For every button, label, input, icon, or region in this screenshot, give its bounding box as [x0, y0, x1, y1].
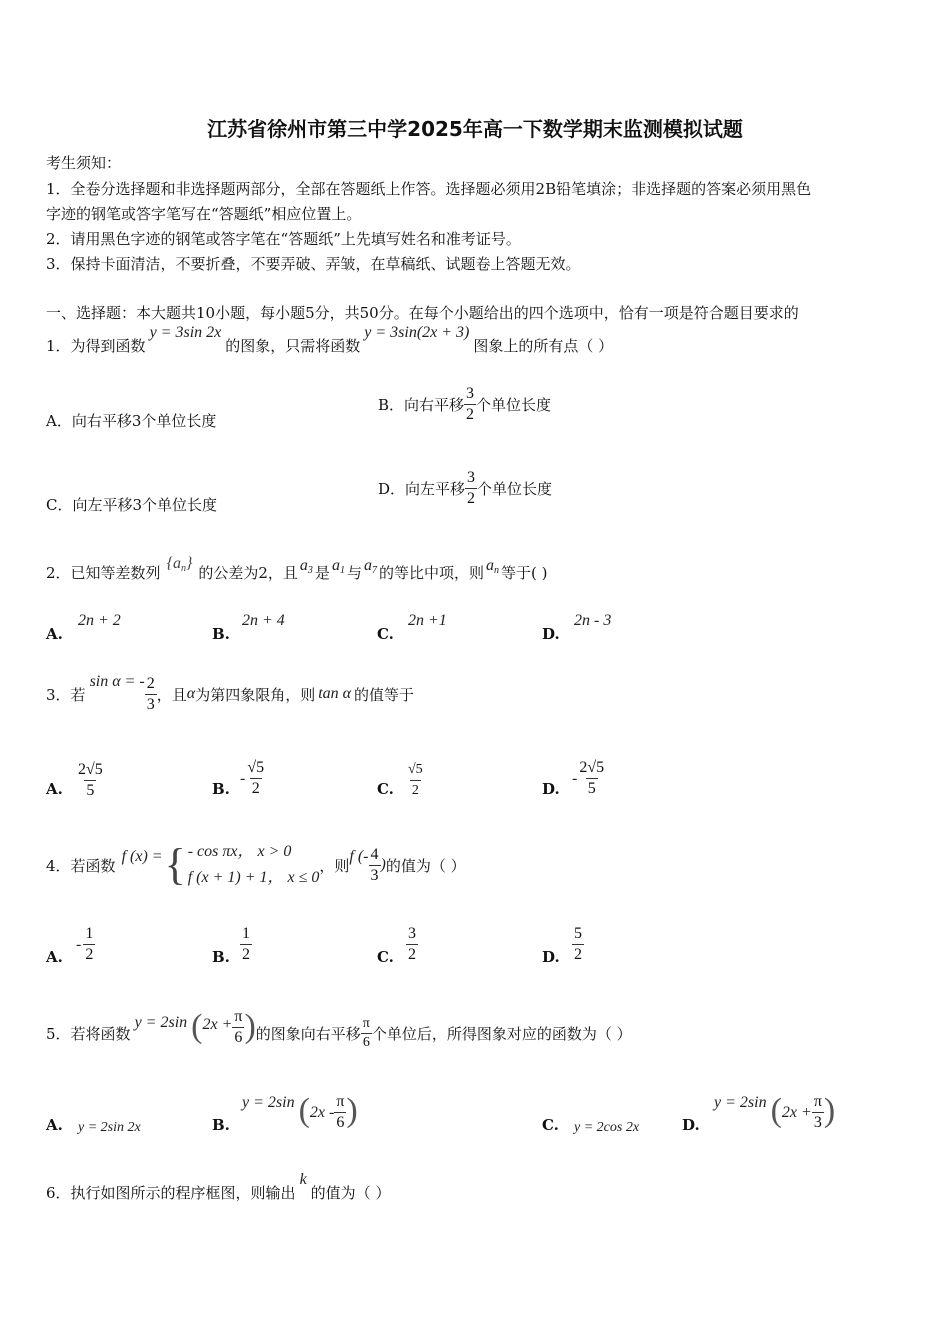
term-an: $a_n$: [485, 556, 499, 576]
minus-sign: -: [240, 769, 246, 787]
formula: y = 3sin 2x: [149, 324, 222, 341]
term-a7: $a_7$: [363, 556, 377, 576]
fraction: $\frac{2√5}{5}$: [78, 761, 103, 799]
question-text: 的公差为2，且: [198, 563, 298, 582]
sequence-symbol: $\{a_n\}$: [166, 554, 193, 574]
option-value[interactable]: y = 2sin 2x: [78, 1120, 141, 1135]
case-1: - cos πx， x > 0: [187, 843, 292, 860]
option-text: D．向左平移: [378, 480, 466, 498]
option-value[interactable]: 2n + 2: [78, 612, 121, 629]
question-text: ，且: [156, 685, 187, 704]
notice-line-1b: 字迹的钢笔或答字笔写在“答题纸”相应位置上。: [46, 205, 362, 223]
question-2: [46, 552, 547, 592]
formula: f (x) =: [121, 848, 163, 865]
option-label[interactable]: C.: [377, 948, 394, 966]
fraction: $\frac{3}{2}$: [408, 925, 416, 963]
formula: sin α = -: [89, 673, 145, 690]
question-text: 若函数: [70, 856, 116, 875]
piecewise-cases: [188, 839, 320, 891]
question-text: ，则: [319, 856, 350, 875]
option-label[interactable]: D.: [542, 625, 560, 643]
notice-line-1a: 1．全卷分选择题和非选择题两部分，全部在答题纸上作答。选择题必须用2B铅笔填涂；非选择题的答案必须用黑色: [46, 180, 812, 198]
option-value[interactable]: 2n + 4: [242, 612, 285, 629]
option-label[interactable]: B.: [212, 625, 230, 643]
question-5: [46, 1008, 632, 1058]
question-text: 是: [314, 563, 330, 582]
formula: ): [380, 856, 386, 873]
formula: tan α: [318, 685, 352, 702]
paren-right: ): [346, 1091, 358, 1129]
formula: 2x +: [202, 1016, 233, 1033]
question-text: 已知等差数列: [70, 563, 161, 582]
fraction: $\frac{√5}{2}$: [406, 760, 425, 801]
paren-left: (: [191, 1008, 203, 1045]
question-number: 1．: [46, 336, 71, 355]
option-value[interactable]: [240, 924, 252, 965]
question-text: 为得到函数: [70, 336, 146, 355]
option-label[interactable]: C.: [542, 1116, 559, 1134]
question-3: [46, 670, 414, 718]
fraction: $\frac{2√5}{5}$: [579, 759, 605, 797]
option-value[interactable]: [406, 924, 418, 965]
formula: y = 3sin(2x + 3): [364, 324, 470, 341]
formula: y = 2sin: [242, 1093, 295, 1111]
question-4: [46, 836, 466, 894]
case-2: f (x + 1) + 1， x ≤ 0: [187, 869, 320, 886]
formula: y = 2sin: [714, 1093, 767, 1111]
question-text: 的值等于: [354, 685, 415, 704]
option-label[interactable]: D.: [542, 780, 560, 798]
question-text: 图象上的所有点（ ）: [473, 336, 614, 355]
option-value[interactable]: [714, 1092, 835, 1133]
question-text: 的图象，只需将函数: [225, 336, 361, 355]
option-text: 个单位长度: [477, 480, 553, 498]
paren-right: ): [823, 1091, 836, 1129]
option-b[interactable]: [378, 384, 551, 425]
option-value[interactable]: [572, 924, 584, 965]
symbol-k: k: [299, 1171, 307, 1188]
minus-sign: -: [76, 935, 82, 953]
fraction: $\frac{3}{2}$: [466, 385, 475, 423]
option-label[interactable]: B.: [212, 948, 230, 966]
option-label[interactable]: A.: [46, 625, 63, 643]
option-value[interactable]: 2n +1: [408, 612, 447, 629]
option-value[interactable]: y = 2cos 2x: [574, 1120, 640, 1135]
question-number: 6．: [46, 1183, 71, 1202]
fraction: $\frac{\pi}{6}$: [336, 1093, 345, 1131]
question-text: 的等比中项，则: [378, 563, 484, 582]
paren-left: (: [298, 1091, 310, 1129]
question-number: 2．: [46, 563, 71, 582]
option-value[interactable]: [240, 758, 266, 799]
notice-heading: 考生须知：: [46, 154, 122, 172]
option-label[interactable]: A.: [46, 780, 63, 798]
fraction: $\frac{\pi}{6}$: [234, 1007, 243, 1046]
notice-line-3: 3．保持卡面清洁，不要折叠，不要弄破、弄皱，在草稿纸、试题卷上答题无效。: [46, 255, 581, 273]
fraction: $\frac{\pi}{3}$: [813, 1093, 822, 1131]
option-d[interactable]: [378, 468, 552, 509]
option-label[interactable]: D.: [542, 948, 560, 966]
formula: y = 2sin: [134, 1014, 188, 1031]
fraction: $\frac{2}{3}$: [146, 674, 155, 713]
option-value[interactable]: [242, 1092, 358, 1133]
question-text: 等于( ): [500, 563, 548, 582]
question-text: 为第四象限角，则: [195, 685, 316, 704]
option-label[interactable]: A.: [46, 1116, 63, 1134]
question-text: 若: [70, 685, 86, 704]
option-label[interactable]: B.: [212, 1116, 230, 1134]
option-c[interactable]: C．向左平移3个单位长度: [46, 496, 218, 514]
fraction: $\frac{4}{3}$: [370, 845, 379, 884]
section-heading: 一、选择题：本大题共10小题，每小题5分，共50分。在每个小题给出的四个选项中，恰有一项是符合题目要求的: [46, 304, 799, 322]
question-text: 与: [346, 563, 362, 582]
option-text: 个单位长度: [476, 396, 552, 414]
option-label[interactable]: B.: [212, 780, 230, 798]
question-1: [46, 325, 613, 365]
option-label[interactable]: C.: [377, 625, 394, 643]
option-value[interactable]: [406, 760, 425, 801]
fraction: $\frac{3}{2}$: [467, 469, 476, 507]
page-title: 江苏省徐州市第三中学2025年高一下数学期末监测模拟试题: [207, 117, 743, 141]
option-a[interactable]: A．向右平移3个单位长度: [46, 412, 217, 430]
question-text: 个单位后，所得图象对应的函数为（ ）: [371, 1024, 632, 1043]
formula: 2x +: [781, 1103, 812, 1121]
paren-right: ): [244, 1008, 256, 1045]
option-label[interactable]: A.: [46, 948, 63, 966]
fraction: $\frac{1}{2}$: [85, 925, 94, 963]
minus-sign: -: [572, 769, 578, 787]
formula: f (-: [349, 848, 369, 865]
option-value[interactable]: [572, 758, 606, 799]
fraction: $\frac{√5}{2}$: [247, 759, 265, 797]
question-number: 5．: [46, 1024, 71, 1043]
brace: {: [164, 840, 186, 889]
question-text: 的值为（ ）: [385, 856, 466, 875]
option-value[interactable]: 2n - 3: [574, 612, 612, 629]
question-text: 若将函数: [70, 1024, 131, 1043]
question-6: [46, 1172, 390, 1212]
option-text: B．向右平移: [378, 396, 465, 414]
question-number: 3．: [46, 685, 71, 704]
fraction: $\frac{5}{2}$: [574, 925, 582, 963]
symbol-alpha: α: [186, 685, 196, 702]
option-value[interactable]: [76, 760, 105, 801]
question-text: 的值为（ ）: [310, 1183, 391, 1202]
question-text: 执行如图所示的程序框图，则输出: [70, 1183, 296, 1202]
option-value[interactable]: [76, 924, 95, 965]
fraction: $\frac{\pi}{6}$: [362, 1015, 370, 1050]
fraction: $\frac{1}{2}$: [242, 925, 250, 963]
notice-line-2: 2．请用黑色字迹的钢笔或答字笔在“答题纸”上先填写姓名和准考证号。: [46, 230, 521, 248]
question-text: 的图象向右平移: [255, 1024, 361, 1043]
term-a3: $a_3$: [299, 556, 313, 576]
question-number: 4．: [46, 856, 71, 875]
option-label[interactable]: D.: [682, 1116, 700, 1134]
option-label[interactable]: C.: [377, 780, 394, 798]
formula: 2x -: [309, 1103, 335, 1121]
paren-left: (: [770, 1091, 782, 1129]
term-a1: $a_1$: [331, 556, 345, 576]
